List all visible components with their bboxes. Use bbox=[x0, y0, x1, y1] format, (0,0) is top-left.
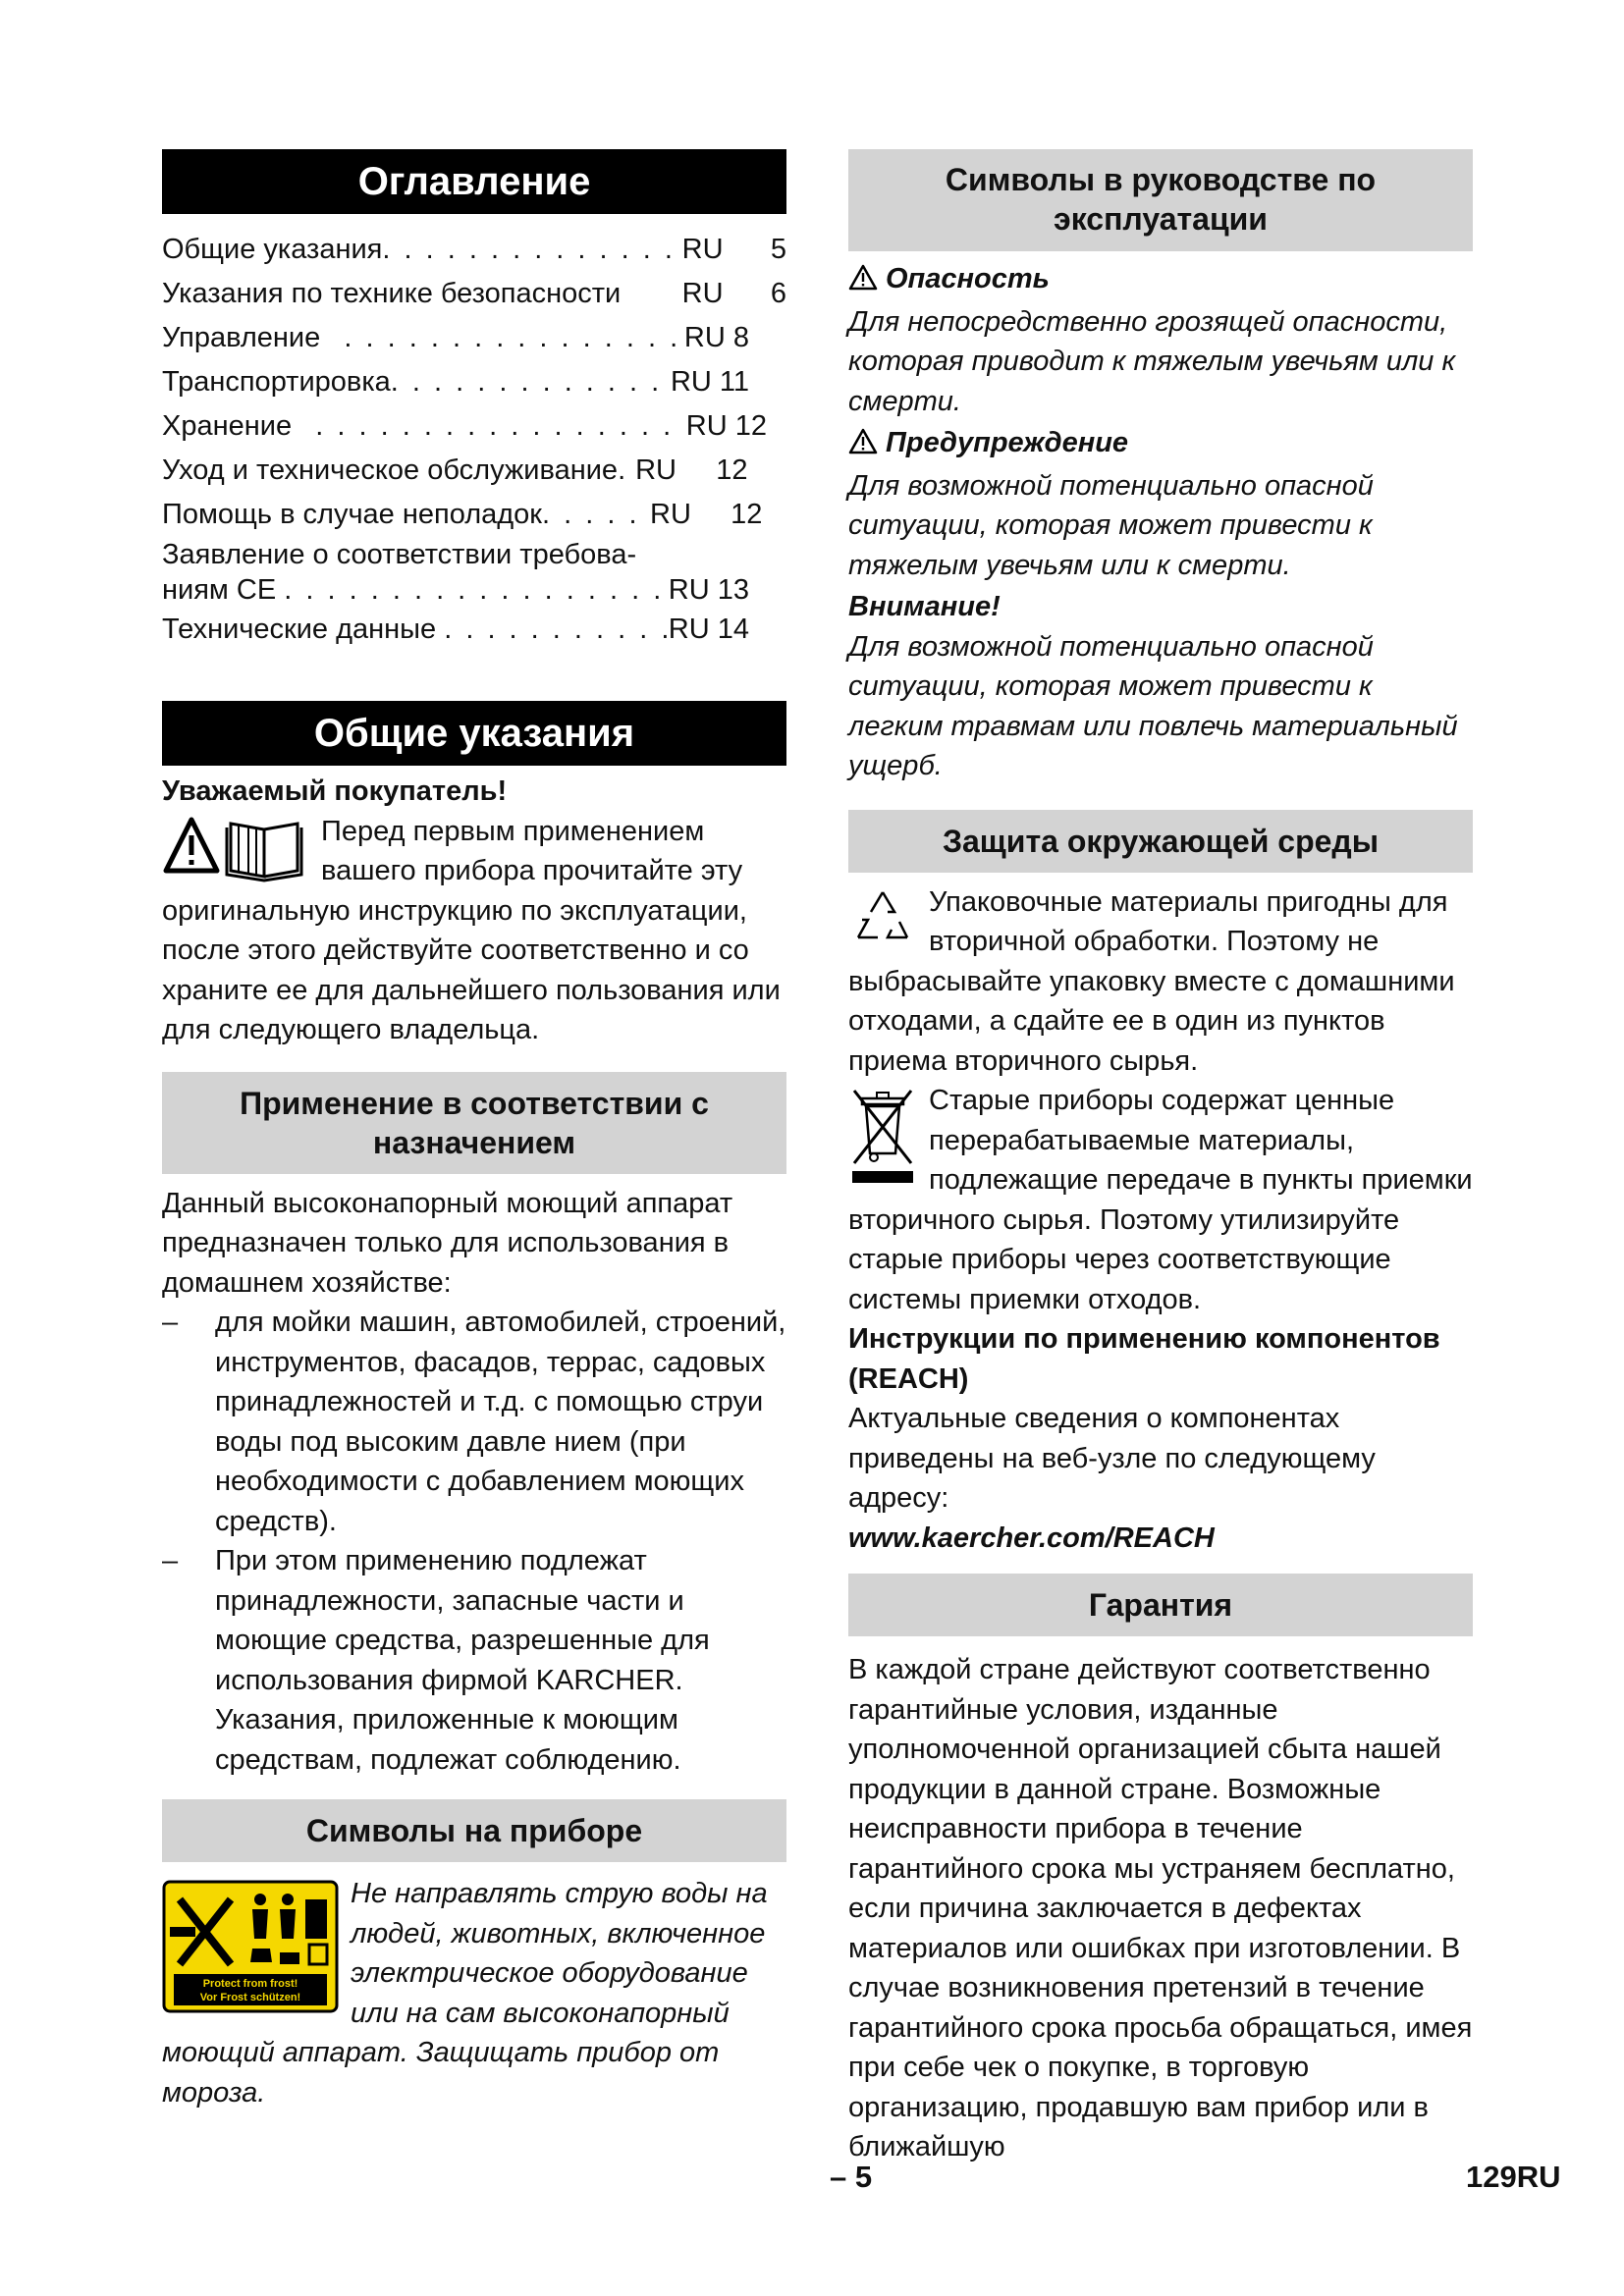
danger-label: Опасность bbox=[886, 263, 1050, 294]
packaging-block bbox=[848, 882, 1473, 1082]
toc-leader bbox=[344, 316, 684, 360]
warranty-text: В каждой стране действуют соответственно гарантийные условия, изданные уполномоченной организацией сбыта нашей продукции в данной стране. Возможные неисправности прибора в течение гарантийного срока мы устраняем бесплатно, если причина заключается в дефектах материалов или ошибках при изготовлении. В случае возникновения претензий в течение гарантийного срока просьба обращаться, имея при себе чек о покупке, в торговую организацию, продавшую вам прибор или в ближайшую bbox=[848, 1654, 1473, 2163]
caution-label: Внимание! bbox=[848, 591, 1001, 622]
danger-text: Для непосредственно грозящей опасности, которая приводит к тяжелым увечьям или к смерти. bbox=[848, 305, 1456, 417]
toc-entry-label: Уход и техническое обслуживание bbox=[162, 454, 619, 486]
toc-entry-label: Управление bbox=[162, 322, 345, 353]
old-devices-block bbox=[848, 1081, 1473, 1319]
sign-label-en: Protect from frost! bbox=[202, 1978, 298, 1990]
toc-entry-label: Транспортировка bbox=[162, 366, 391, 398]
right-column bbox=[848, 149, 1473, 2167]
general-intro-block bbox=[162, 812, 786, 1050]
toc-entry-page: RU 12 bbox=[685, 410, 767, 442]
toc-entry[interactable] bbox=[162, 493, 786, 537]
general-title: Общие указания bbox=[162, 701, 786, 766]
toc-entry-label: Хранение bbox=[162, 410, 316, 442]
recycling-icon bbox=[848, 886, 917, 956]
warranty-title: Гарантия bbox=[848, 1574, 1473, 1636]
toc-entry-page: RU 12 bbox=[635, 454, 748, 486]
toc-leader bbox=[284, 572, 669, 608]
device-symbols-text: Не направлять струю воды на людей, животных, включенное электрическое оборудование или на сам высоконапорный моющий аппарат. Защищать прибор от мороза. bbox=[162, 1878, 768, 2109]
old-devices-text: Старые приборы содержат ценные перерабатываемые материалы, подлежащие передаче в пункты приемки вторичного сырья. Поэтому утилизируйте старые приборы через соответствующие системы приемки отходов. bbox=[848, 1085, 1473, 1315]
danger-heading bbox=[848, 259, 1473, 302]
general-intro-text: Перед первым применением вашего прибора прочитайте эту оригинальную инструкцию по эксплуатации, после этого действуйте соответственно и со храните ее для дальнейшего пользования или для следующего владельца. bbox=[162, 815, 781, 1045]
sign-label-de: Vor Frost schützen! bbox=[199, 1992, 301, 2003]
toc-entry[interactable] bbox=[162, 228, 786, 272]
toc-entry-page: RU 5 bbox=[681, 234, 786, 265]
toc-entry[interactable] bbox=[162, 449, 786, 493]
toc-leader bbox=[391, 360, 671, 404]
warning-text: Для возможной потенциально опасной ситуации, которая может привести к тяжелым увечьям или к смерти. bbox=[848, 469, 1374, 581]
reach-title: Инструкции по применению компонентов (REACH) bbox=[848, 1323, 1440, 1395]
toc-leader bbox=[315, 404, 686, 449]
toc-entry-page: RU 6 bbox=[681, 278, 786, 309]
greeting: Уважаемый покупатель! bbox=[162, 775, 508, 807]
page-number: – 5 bbox=[830, 2160, 873, 2194]
page-code: 129RU bbox=[1466, 2160, 1561, 2194]
environment-title: Защита окружающей среды bbox=[848, 810, 1473, 873]
intended-use-text: Данный высоконапорный моющий аппарат предназначен только для использования в домашнем хозяйстве: bbox=[162, 1187, 733, 1299]
toc-entry[interactable] bbox=[162, 608, 786, 652]
read-manual-icon bbox=[162, 812, 309, 887]
intended-use-list bbox=[162, 1303, 786, 1780]
table-of-contents bbox=[162, 228, 786, 652]
left-column bbox=[162, 149, 786, 2112]
toc-entry-page: RU 11 bbox=[670, 366, 749, 398]
list-item: – для мойки машин, автомобилей, строений, инструментов, фасадов, террас, садовых принадлежностей и т.д. с помощью струи воды под высоким давле нием (при необходимости с добавлением моющих средств). bbox=[162, 1303, 786, 1541]
toc-entry-page: RU 14 bbox=[668, 614, 749, 645]
caution-text: Для возможной потенциально опасной ситуации, которая может привести к легким травмам или повлечь материальный ущерб. bbox=[848, 630, 1458, 781]
toc-entry[interactable] bbox=[162, 360, 786, 404]
packaging-text: Упаковочные материалы пригодны для вторичной обработки. Поэтому не выбрасывайте упаковку вместе с домашними отходами, а сдайте ее в один из пунктов приема вторичного сырья. bbox=[848, 885, 1455, 1077]
no-spray-frost-sign-icon bbox=[162, 1880, 339, 2018]
toc-entry-label: Общие указания bbox=[162, 234, 383, 265]
device-symbols-title: Символы на приборе bbox=[162, 1799, 786, 1862]
toc-entry-page: RU 13 bbox=[668, 574, 749, 606]
toc-entry[interactable] bbox=[162, 316, 786, 360]
intended-use-title: Применение в соответствии с назначением bbox=[162, 1072, 786, 1174]
crossed-bin-icon bbox=[848, 1085, 917, 1198]
warning-label: Предупреждение bbox=[886, 427, 1129, 458]
warning-heading bbox=[848, 423, 1473, 466]
toc-entry-label: Технические данные bbox=[162, 614, 445, 645]
list-item: – При этом применению подлежат принадлежности, запасные части и моющие средства, разрешенные для использования фирмой KARCHER. Указания, приложенные к моющим средствам, подлежат соблюдению. bbox=[162, 1541, 786, 1780]
reach-link[interactable]: www.kaercher.com/REACH bbox=[848, 1522, 1215, 1554]
warning-triangle-icon bbox=[848, 426, 878, 466]
toc-leader bbox=[382, 228, 681, 272]
warning-triangle-icon bbox=[848, 262, 878, 302]
reach-text: Актуальные сведения о компонентах приведены на веб-узле по следующему адресу: bbox=[848, 1403, 1376, 1514]
toc-title: Оглавление bbox=[162, 149, 786, 214]
toc-entry-page: RU 8 bbox=[683, 322, 749, 353]
device-symbols-block bbox=[162, 1874, 786, 2112]
toc-entry-label-line1: Заявление о соответствии требова- bbox=[162, 539, 637, 570]
toc-entry-page: RU 12 bbox=[650, 499, 763, 530]
toc-entry-label: Помощь в случае неполадок bbox=[162, 499, 542, 530]
toc-entry[interactable] bbox=[162, 537, 786, 608]
toc-leader bbox=[444, 608, 669, 652]
toc-entry[interactable] bbox=[162, 404, 786, 449]
toc-entry-label: ниям CE bbox=[162, 574, 285, 606]
manual-symbols-title: Символы в руководстве по эксплуатации bbox=[848, 149, 1473, 251]
toc-entry-label: Указания по технике безопасности bbox=[162, 278, 629, 309]
toc-leader bbox=[542, 493, 650, 537]
toc-leader bbox=[618, 449, 635, 493]
toc-entry[interactable] bbox=[162, 272, 786, 316]
